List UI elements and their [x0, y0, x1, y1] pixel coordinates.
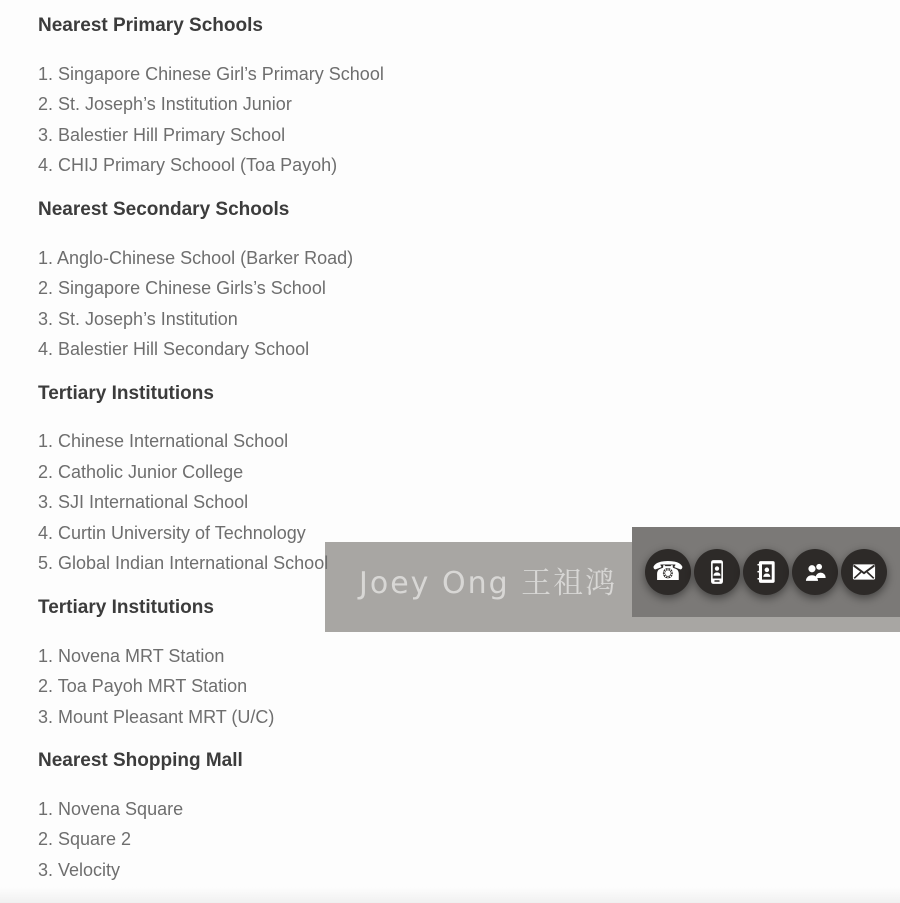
list-item: 3. Balestier Hill Primary School — [38, 124, 286, 145]
list-item: 5. Global Indian International School — [38, 553, 329, 574]
contacts-icon[interactable] — [792, 549, 838, 595]
item-list — [38, 243, 860, 365]
list-item: 3. Mount Pleasant MRT (U/C) — [38, 706, 275, 727]
email-glyph — [850, 558, 878, 586]
mobile-phone-glyph — [704, 559, 730, 585]
list-item: 4. Curtin University of Technology — [38, 522, 306, 543]
telephone-icon[interactable] — [645, 549, 691, 595]
list-item: 2. Catholic Junior College — [38, 461, 244, 482]
section-heading: Tertiary Institutions — [38, 382, 214, 404]
info-section — [38, 14, 860, 181]
list-item: 2. St. Joseph’s Institution Junior — [38, 94, 292, 115]
section-heading: Nearest Secondary Schools — [38, 198, 290, 220]
contacts-glyph — [802, 559, 828, 585]
list-item: 2. Square 2 — [38, 829, 132, 850]
telephone-glyph: ☎ — [651, 557, 685, 587]
list-item: 1. Novena MRT Station — [38, 645, 225, 666]
item-list — [38, 641, 860, 733]
list-item: 3. St. Joseph’s Institution — [38, 308, 238, 329]
address-book-icon[interactable] — [743, 549, 789, 595]
info-section — [38, 749, 860, 885]
address-book-glyph — [753, 559, 779, 585]
bottom-edge-shade — [0, 887, 900, 903]
list-item: 3. SJI International School — [38, 492, 249, 513]
list-item: 3. Velocity — [38, 859, 121, 880]
section-heading: Nearest Shopping Mall — [38, 750, 243, 771]
item-list — [38, 794, 860, 886]
list-item: 1. Singapore Chinese Girl’s Primary School — [38, 63, 384, 84]
list-item: 4. Balestier Hill Secondary School — [38, 339, 310, 359]
item-list — [38, 59, 860, 181]
list-item: 2. Singapore Chinese Girls’s School — [38, 278, 326, 298]
list-item: 4. CHIJ Primary Schoool (Toa Payoh) — [38, 155, 338, 176]
list-item: 1. Novena Square — [38, 798, 184, 819]
info-section — [38, 198, 860, 365]
list-item: 1. Anglo-Chinese School (Barker Road) — [38, 247, 354, 268]
mobile-phone-icon[interactable] — [694, 549, 740, 595]
list-item: 1. Chinese International School — [38, 431, 289, 452]
section-heading: Nearest Primary Schools — [38, 15, 263, 36]
watermark-agent-name: Joey Ong 王祖鸿 — [359, 566, 618, 601]
contact-icons-panel — [632, 527, 900, 617]
section-heading: Tertiary Institutions — [38, 596, 214, 618]
list-item: 2. Toa Payoh MRT Station — [38, 676, 248, 696]
email-icon[interactable] — [841, 549, 887, 595]
